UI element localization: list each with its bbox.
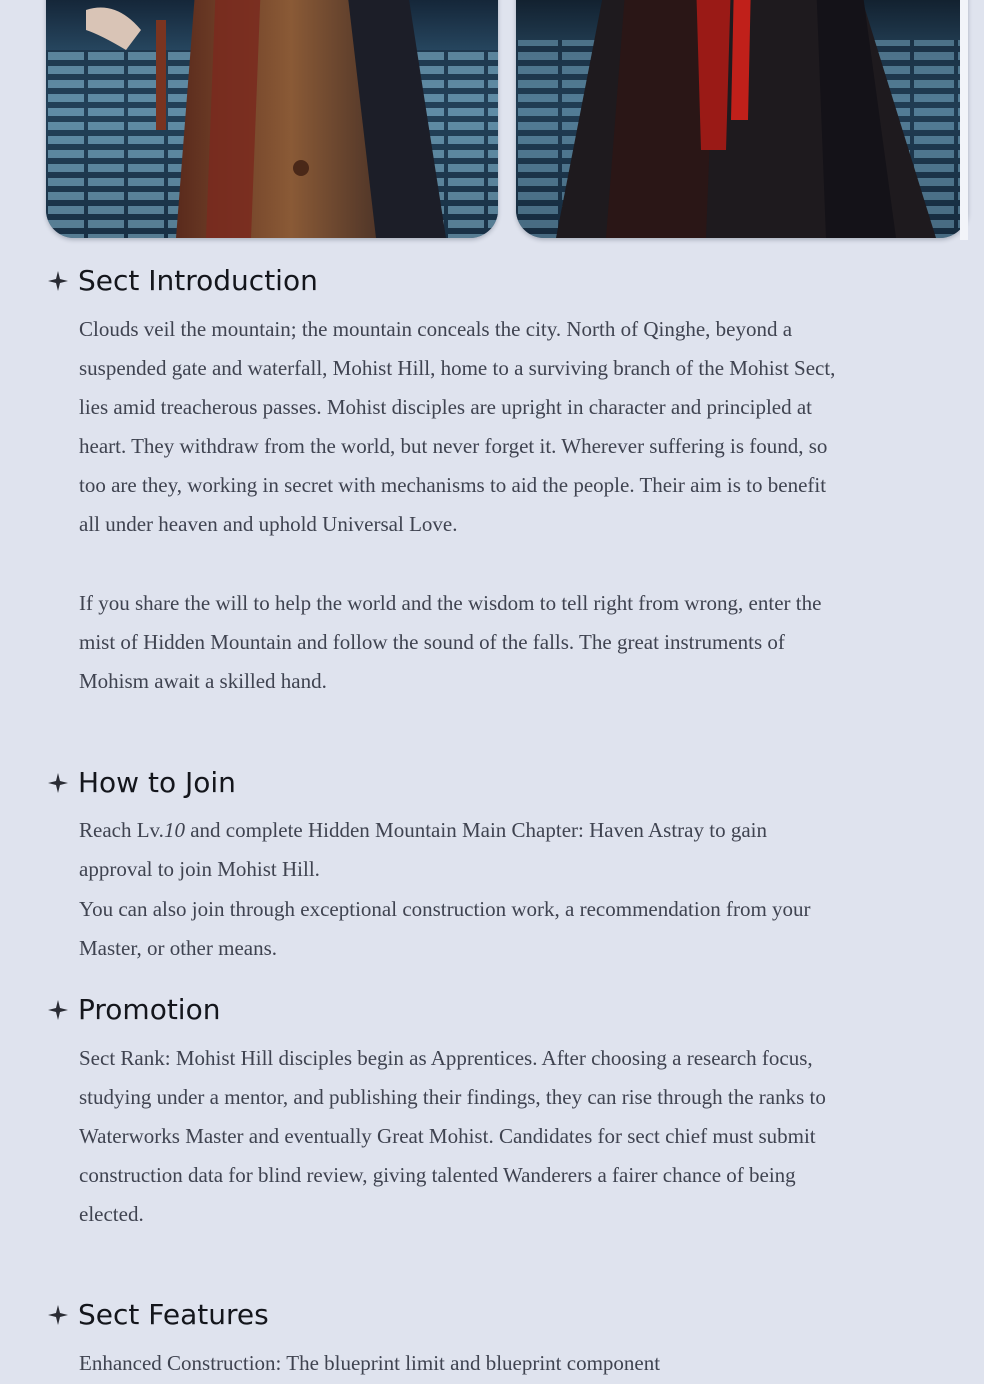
promotion-paragraph-1: Sect Rank: Mohist Hill disciples begin as Apprentices. After choosing a research focus, studying under a mentor, and publishing their findings, they can rise through the ranks to Waterworks Master and eventually Great Mohist. Candidates for sect chief must submit construction data for blind review, giving talented Wanderers a fairer chance of being elected. (79, 1046, 826, 1226)
section-title-features (48, 1298, 269, 1331)
section-title-text: Promotion (78, 993, 221, 1026)
join-suffix: and complete Hidden Mountain Main Chapter: Haven Astray to gain approval to join Mohist Hill. (79, 818, 767, 881)
character-images (0, 0, 984, 242)
four-point-star-icon (48, 773, 68, 793)
four-point-star-icon (48, 1000, 68, 1020)
frame-edge (960, 0, 968, 240)
join-prefix: Reach Lv. (79, 818, 164, 842)
section-title-text: How to Join (78, 766, 236, 799)
intro-paragraph-1: Clouds veil the mountain; the mountain conceals the city. North of Qinghe, beyond a suspended gate and waterfall, Mohist Hill, home to a surviving branch of the Mohist Sect, lies amid treacherous passes. Mohist disciples are upright in character and principled at heart. They withdraw from the world, but never forget it. Wherever suffering is found, so too are they, working in secret with mechanisms to aid the people. Their aim is to benefit all under heaven and uphold Universal Love. (79, 317, 836, 536)
join-paragraph-1 (79, 811, 839, 889)
section-title-text: Sect Features (78, 1298, 269, 1331)
intro-paragraph-2: If you share the will to help the world and the wisdom to tell right from wrong, enter the mist of Hidden Mountain and follow the sound of the falls. The great instruments of Mohism await a skilled hand. (79, 591, 822, 693)
join-paragraph-2: You can also join through exceptional construction work, a recommendation from your Master, or other means. (79, 897, 811, 960)
four-point-star-icon (48, 271, 68, 291)
section-title-text: Sect Introduction (78, 264, 318, 297)
character-image-left (46, 0, 498, 238)
character-image-right (516, 0, 968, 238)
section-title-intro (48, 264, 318, 297)
section-title-promotion (48, 993, 220, 1026)
section-title-join (48, 766, 236, 799)
four-point-star-icon (48, 1305, 68, 1325)
join-level: 10 (163, 818, 185, 842)
features-paragraph-1: Enhanced Construction: The blueprint limit and blueprint component (79, 1351, 661, 1375)
